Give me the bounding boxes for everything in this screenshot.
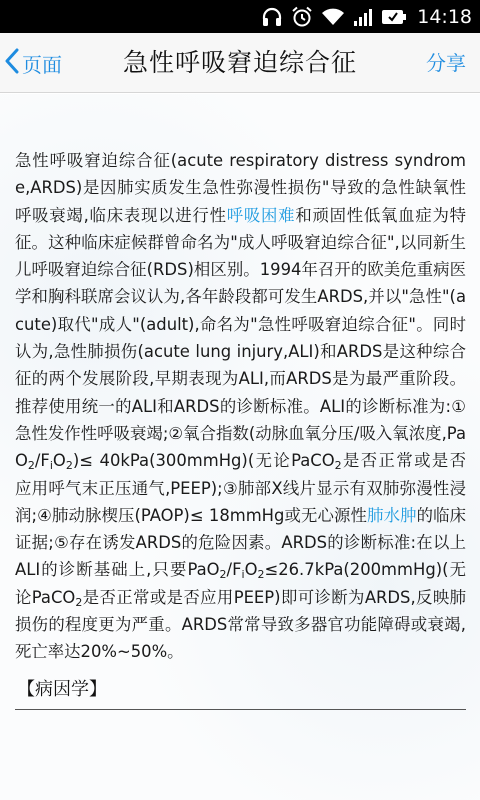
subscript: i xyxy=(49,459,53,473)
link-dyspnea[interactable]: 呼吸困难 xyxy=(226,205,296,225)
subscript: i xyxy=(241,568,245,582)
subscript: 2 xyxy=(257,568,265,582)
link-pulmonary-edema[interactable]: 肺水肿 xyxy=(367,505,417,525)
article-paragraph xyxy=(15,147,466,666)
signal-icon xyxy=(353,0,373,33)
text-segment: /F xyxy=(226,560,242,580)
text-segment: 是否正常或是否应用PEEP)即可诊断为ARDS,反映肺损伤的程度更为严重。ARDS常常导致多器官功能障碍或衰竭,死亡率达20%~50%。 xyxy=(15,587,466,662)
alarm-icon xyxy=(291,0,313,33)
headset-icon xyxy=(261,0,283,33)
share-button[interactable]: 分享 xyxy=(426,51,466,75)
text-segment: ≤26.7kPa(200mmHg)(无论PaCO xyxy=(15,560,466,607)
battery-icon xyxy=(381,0,407,33)
text-segment: /F xyxy=(34,451,50,471)
divider xyxy=(15,709,466,710)
subscript: 2 xyxy=(75,595,83,609)
page-title: 急性呼吸窘迫综合征 xyxy=(122,48,357,77)
text-segment: O xyxy=(52,451,66,471)
wifi-icon xyxy=(321,0,345,33)
subscript: 2 xyxy=(334,459,342,473)
status-bar xyxy=(0,0,480,33)
text-segment: )≤ 40kPa(300mmHg)(无论PaCO xyxy=(72,451,335,471)
text-segment: 是否正常或是否应用呼气末正压通气,PEEP);③肺部X线片显示有双肺弥漫性浸润;④肺动脉楔压(PAOP)≤ 18mmHg或无心源性 xyxy=(15,451,467,525)
subscript: 2 xyxy=(65,459,73,473)
back-button[interactable] xyxy=(4,33,62,93)
clock: 14:18 xyxy=(417,5,472,28)
article-content xyxy=(0,94,480,800)
section-heading-etiology: 【病因学】 xyxy=(17,678,107,700)
subscript: 2 xyxy=(27,459,35,473)
text-segment: 的临床证据;⑤存在诱发ARDS的危险因素。ARDS的诊断标准:在以上ALI的诊断基础上,只要PaO xyxy=(15,505,467,580)
chevron-left-icon xyxy=(4,48,22,79)
back-button-label: 页面 xyxy=(22,52,62,77)
subscript: 2 xyxy=(219,568,227,582)
text-segment: 急性呼吸窘迫综合征(acute respiratory distress syndrome,ARDS)是因肺实质发生急性弥漫性损伤"导致的急性缺氧性呼吸衰竭,临床表现以进行性 xyxy=(15,151,466,225)
text-segment: 和顽固性低氧血症为特征。这种临床症候群曾命名为"成人呼吸窘迫综合征",以同新生儿呼吸窘迫综合征(RDS)相区别。1994年召开的欧美危重病医学和胸科联席会议认为,各年龄段都可发生ARDS,并以"急性"(acute)取代"成人"(adult),命名为"急性呼吸窘迫综合征"。同时认为,急性肺损伤(acute lung injury,ALI)和ARDS是这种综合征的两个发展阶段,早期表现为ALI,而ARDS是为最严重阶段。推荐使用统一的ALI和ARDS的诊断标准。ALI的诊断标准为:①急性发作性呼吸衰竭;②氧合指数(动脉血氧分压/吸入氧浓度,PaO xyxy=(15,205,467,471)
header-bar xyxy=(0,33,480,93)
text-segment: O xyxy=(244,560,258,580)
